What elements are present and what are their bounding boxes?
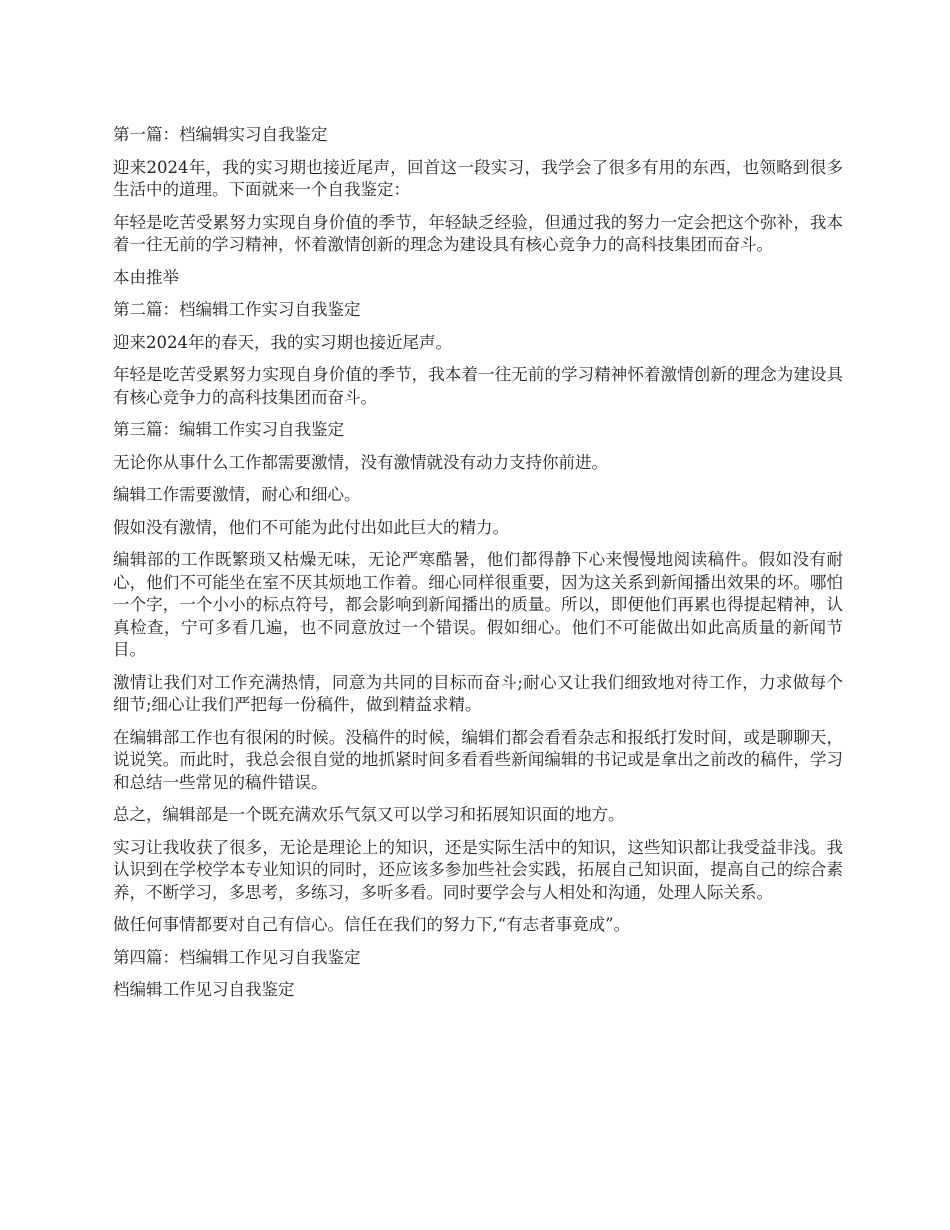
- paragraph: 迎来2024年，我的实习期也接近尾声，回首这一段实习，我学会了很多有用的东西，也领略到很多生活中的道理。下面就来一个自我鉴定：: [113, 157, 843, 199]
- document-page: [113, 124, 843, 1012]
- paragraph: 编辑工作需要激情，耐心和细心。: [113, 485, 361, 504]
- paragraph: 假如没有激情，他们不可能为此付出如此巨大的精力。: [113, 517, 509, 537]
- section-heading-3: 第三篇：编辑工作实习自我鉴定: [113, 420, 344, 439]
- paragraph: 总之，编辑部是一个既充满欢乐气氛又可以学习和拓展知识面的地方。: [113, 805, 625, 824]
- paragraph: 年轻是吃苦受累努力实现自身价值的季节，年轻缺乏经验，但通过我的努力一定会把这个弥补，我本着一往无前的学习精神，怀着激情创新的理念为建设具有核心竞争力的高科技集团而奋斗。: [113, 212, 843, 254]
- paragraph: 做任何事情都要对自己有信心。信任在我们的努力下,“有志者事竟成”。: [113, 915, 631, 934]
- paragraph: 实习让我收获了很多，无论是理论上的知识，还是实际生活中的知识，这些知识都让我受益非浅。我认识到在学校学本专业知识的同时，还应该多参加些社会实践，拓展自己知识面，提高自己的综合素养，不断学习，多思考，多练习，多听多看。同时要学会与人相处和沟通，处理人际关系。: [113, 837, 843, 902]
- paragraph: 迎来2024年的春天，我的实习期也接近尾声。: [113, 332, 452, 352]
- paragraph: 在编辑部工作也有很闲的时候。没稿件的时候，编辑们都会看看杂志和报纸打发时间，或是聊聊天，说说笑。而此时，我总会很自觉的地抓紧时间多看看些新闻编辑的书记或是拿出之前改的稿件，学习和总结一些常见的稿件错误。: [113, 727, 843, 792]
- section-heading-1: 第一篇：档编辑实习自我鉴定: [113, 125, 328, 144]
- paragraph: 编辑部的工作既繁琐又枯燥无味，无论严寒酷暑，他们都得静下心来慢慢地阅读稿件。假如没有耐心，他们不可能坐在室不厌其烦地工作着。细心同样很重要，因为这关系到新闻播出效果的坏。哪怕一个字，一个小小的标点符号，都会影响到新闻播出的质量。所以，即便他们再累也得提起精神，认真检查，宁可多看几遍，也不同意放过一个错误。假如细心。他们不可能做出如此高质量的新闻节目。: [113, 550, 843, 659]
- paragraph: 年轻是吃苦受累努力实现自身价值的季节，我本着一往无前的学习精神怀着激情创新的理念为建设具有核心竞争力的高科技集团而奋斗。: [113, 365, 843, 407]
- section-heading-2: 第二篇：档编辑工作实习自我鉴定: [113, 300, 361, 319]
- paragraph: 档编辑工作见习自我鉴定: [113, 980, 295, 999]
- section-heading-4: 第四篇：档编辑工作见习自我鉴定: [113, 947, 361, 967]
- paragraph: 无论你从事什么工作都需要激情，没有激情就没有动力支持你前进。: [113, 452, 608, 472]
- paragraph: 激情让我们对工作充满热情，同意为共同的目标而奋斗;耐心又让我们细致地对待工作，力求做每个细节;细心让我们严把每一份稿件，做到精益求精。: [113, 672, 843, 714]
- paragraph: 本由推举: [113, 267, 179, 287]
